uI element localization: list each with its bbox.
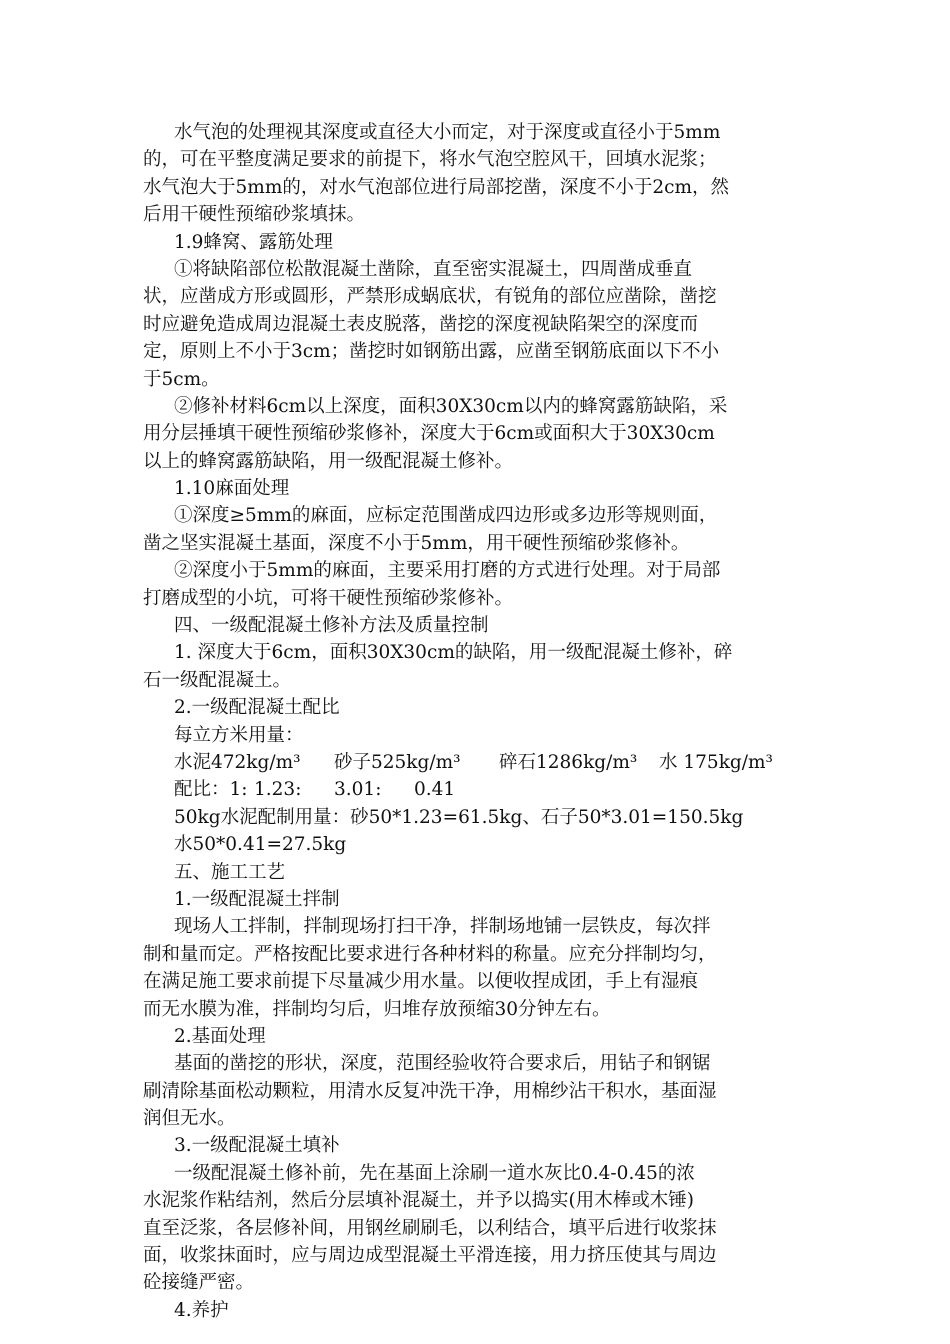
paragraph-line: 于5cm。	[143, 368, 220, 390]
paragraph-line: 50kg水泥配制用量：砂50*1.23=61.5kg、石子50*3.01=150.5kg	[174, 806, 744, 828]
paragraph-line: 而无水膜为准，拌制均匀后，归堆存放预缩30分钟左右。	[143, 998, 611, 1020]
paragraph-line: 在满足施工要求前提下尽量减少用水量。以便收捏成团，手上有湿痕	[143, 971, 699, 993]
paragraph-line: 水气泡的处理视其深度或直径大小而定，对于深度或直径小于5mm	[174, 122, 721, 143]
paragraph-line: 基面的凿挖的形状，深度，范围经验收符合要求后，用钻子和钢锯	[174, 1053, 711, 1075]
paragraph-line: ①将缺陷部位松散混凝土凿除，直至密实混凝土，四周凿成垂直	[174, 258, 693, 280]
paragraph-line: 凿之坚实混凝土基面，深度不小于5mm，用干硬性预缩砂浆修补。	[143, 532, 690, 554]
ratio-value: 0.41	[414, 779, 456, 801]
paragraph-line: 一级配混凝土修补前，先在基面上涂刷一道水灰比0.4-0.45的浓	[174, 1162, 695, 1184]
paragraph-line: 面，收浆抹面时，应与周边成型混凝土平滑连接，用力挤压使其与周边	[143, 1245, 717, 1267]
paragraph-line: 后用干硬性预缩砂浆填抹。	[143, 204, 366, 226]
mix-gravel: 碎石1286kg/m³	[499, 751, 638, 773]
paragraph-line: 砼接缝严密。	[143, 1272, 255, 1294]
paragraph-line: 现场人工拌制，拌制现场打扫干净，拌制场地铺一层铁皮，每次拌	[174, 916, 711, 938]
paragraph-line: 的，可在平整度满足要求的前提下，将水气泡空腔风干，回填水泥浆；	[143, 149, 717, 171]
paragraph-line: 直至泛浆，各层修补间，用钢丝刷刷毛，以利结合，填平后进行收浆抹	[143, 1217, 717, 1239]
paragraph-line: 水50*0.41=27.5kg	[174, 834, 347, 856]
mix-ratio-row	[143, 776, 830, 803]
mix-water: 水 175kg/m³	[659, 751, 773, 773]
paragraph-line: 石一级配混凝土。	[143, 669, 292, 691]
section-heading: 1.9蜂窝、露筋处理	[174, 231, 333, 253]
mix-sand: 砂子525kg/m³	[334, 751, 461, 773]
paragraph-line: 制和量而定。严格按配比要求进行各种材料的称量。应充分拌制均匀，	[143, 943, 717, 965]
mix-cement: 水泥472kg/m³	[174, 751, 301, 773]
paragraph-line: 以上的蜂窝露筋缺陷，用一级配混凝土修补。	[143, 450, 514, 472]
section-heading: 2.基面处理	[174, 1025, 266, 1047]
paragraph-line: 水泥浆作粘结剂，然后分层填补混凝土，并予以捣实(用木棒或木锤)	[143, 1190, 694, 1212]
ratio-label: 配比：1:	[174, 779, 248, 801]
ratio-value: 1.23:	[254, 779, 302, 801]
paragraph-line: 刷清除基面松动颗粒，用清水反复冲洗干净，用棉纱沾干积水，基面湿	[143, 1080, 717, 1102]
section-heading: 1.一级配混凝土拌制	[174, 888, 340, 910]
paragraph-line: 用分层捶填干硬性预缩砂浆修补，深度大于6cm或面积大于30X30cm	[143, 423, 715, 445]
section-heading: 1.10麻面处理	[174, 478, 290, 500]
paragraph-line: ②深度小于5mm的麻面，主要采用打磨的方式进行处理。对于局部	[174, 560, 721, 582]
paragraph-line: ②修补材料6cm以上深度，面积30X30cm以内的蜂窝露筋缺陷，采	[174, 395, 728, 417]
paragraph-line: 打磨成型的小坑，可将干硬性预缩砂浆修补。	[143, 587, 514, 609]
section-heading: 4.养护	[174, 1299, 229, 1321]
paragraph-line: 状，应凿成方形或圆形，严禁形成蜗底状，有锐角的部位应凿除，凿挖	[143, 286, 717, 308]
section-heading: 四、一级配混凝土修补方法及质量控制	[174, 615, 489, 637]
paragraph-line: 每立方米用量：	[174, 724, 304, 746]
paragraph-line: ①深度≥5mm的麻面，应标定范围凿成四边形或多边形等规则面，	[174, 505, 718, 527]
paragraph-line: 时应避免造成周边混凝土表皮脱落，凿挖的深度视缺陷架空的深度而	[143, 313, 699, 335]
paragraph-line: 1. 深度大于6cm，面积30X30cm的缺陷，用一级配混凝土修补，碎	[174, 642, 733, 664]
paragraph-line: 润但无水。	[143, 1108, 236, 1130]
section-heading: 五、施工工艺	[174, 861, 286, 883]
paragraph-line: 水气泡大于5mm的，对水气泡部位进行局部挖凿，深度不小于2cm，然	[143, 176, 730, 198]
section-heading: 2.一级配混凝土配比	[174, 697, 340, 719]
mix-quantities-row	[143, 749, 830, 776]
section-heading: 3.一级配混凝土填补	[174, 1135, 340, 1157]
ratio-value: 3.01:	[334, 779, 382, 801]
paragraph-line: 定，原则上不小于3cm；凿挖时如钢筋出露，应凿至钢筋底面以下不小	[143, 341, 720, 363]
